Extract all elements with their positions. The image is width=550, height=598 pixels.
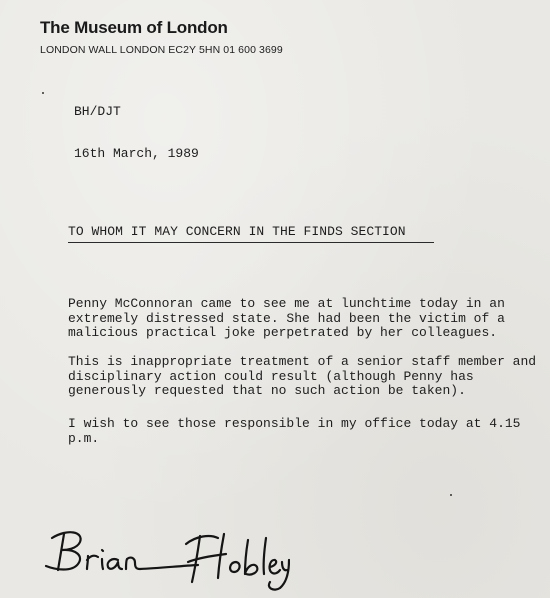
subject-underline <box>68 242 434 243</box>
paper-speck <box>42 92 44 94</box>
organization-address: LONDON WALL LONDON EC2Y 5HN 01 600 3699 <box>40 44 283 56</box>
reference-code: BH/DJT <box>74 104 121 119</box>
subject-text: TO WHOM IT MAY CONCERN IN THE FINDS SECTION <box>68 224 406 239</box>
handwritten-signature <box>40 522 290 592</box>
paper-speck <box>450 494 452 496</box>
body-paragraph-2: This is inappropriate treatment of a senior staff member and disciplinary action could result (although Penny has generously requested that no such action be taken). <box>68 354 537 398</box>
letter-date: 16th March, 1989 <box>74 146 199 161</box>
body-paragraph-3: I wish to see those responsible in my office today at 4.15 p.m. <box>68 416 521 446</box>
organization-name: The Museum of London <box>40 18 228 37</box>
subject-line <box>68 224 436 243</box>
body-paragraph-1: Penny McConnoran came to see me at lunchtime today in an extremely distressed state. She had been the victim of a malicious practical joke perpetrated by her colleagues. <box>68 296 505 340</box>
